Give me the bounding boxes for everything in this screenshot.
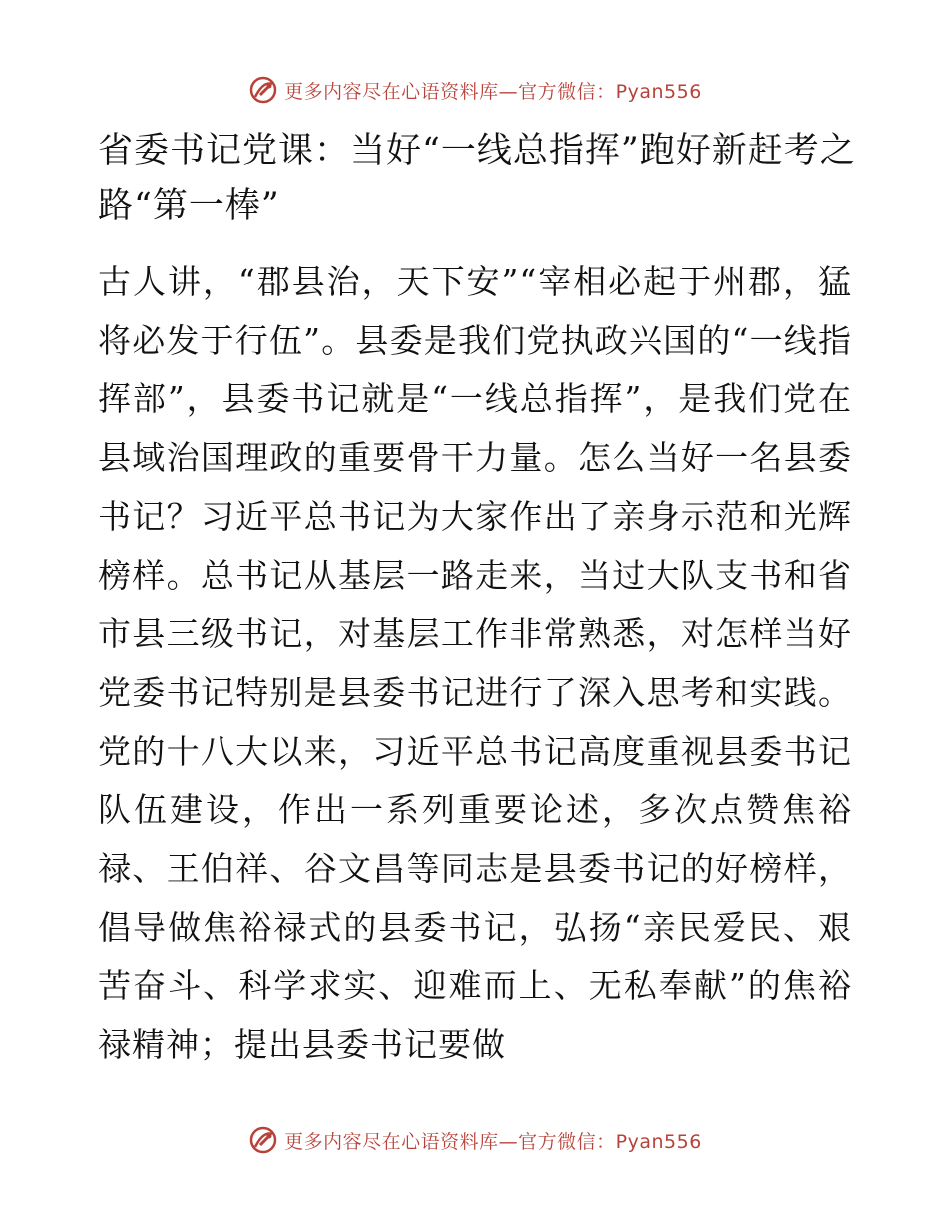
- brand-logo-icon: [248, 75, 278, 105]
- brand-logo-icon: [248, 1125, 278, 1155]
- body-paragraph: 古人讲，“郡县治，天下安”“宰相必起于州郡，猛将必发于行伍”。县委是我们党执政兴国的“一线指挥部”，县委书记就是“一线总指挥”，是我们党在县域治国理政的重要骨干力量。怎么当好一名县委书记？习近平总书记为大家作出了亲身示范和光辉榜样。总书记从基层一路走来，当过大队支书和省市县三级书记，对基层工作非常熟悉，对怎样当好党委书记特别是县委书记进行了深入思考和实践。党的十八大以来，习近平总书记高度重视县委书记队伍建设，作出一系列重要论述，多次点赞焦裕禄、王伯祥、谷文昌等同志是县委书记的好榜样，倡导做焦裕禄式的县委书记，弘扬“亲民爱民、艰苦奋斗、科学求实、迎难而上、无私奉献”的焦裕禄精神；提出县委书记要做: [98, 262, 852, 1065]
- footer-watermark: [0, 1120, 950, 1160]
- watermark-text: 更多内容尽在心语资料库—官方微信：Pyan556: [284, 1130, 702, 1153]
- document-title: 省委书记党课：当好“一线总指挥”跑好新赶考之路“第一棒”: [98, 131, 856, 226]
- watermark-text: 更多内容尽在心语资料库—官方微信：Pyan556: [284, 80, 702, 103]
- header-watermark: [0, 70, 950, 110]
